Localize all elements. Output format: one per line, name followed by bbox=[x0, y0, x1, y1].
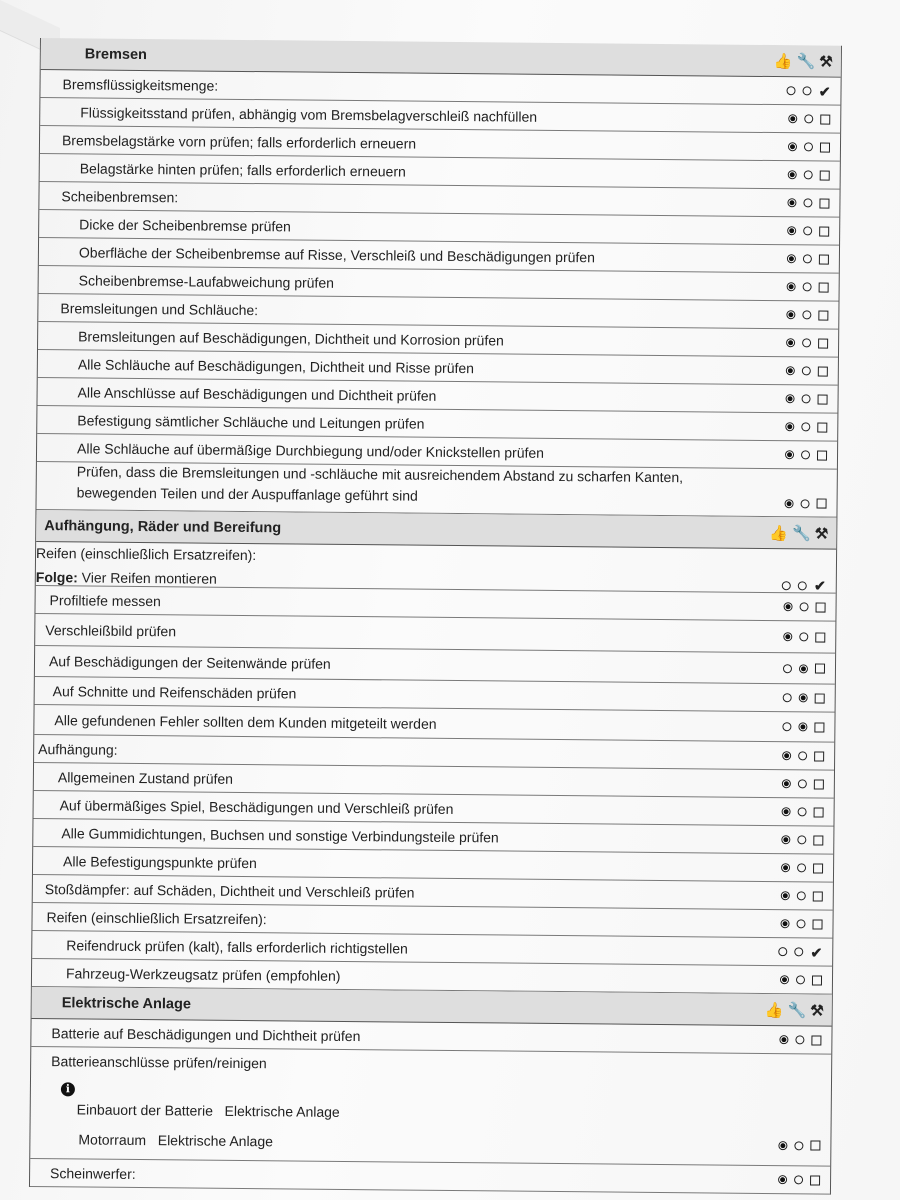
row-label: Batterieanschlüsse prüfen/reinigen bbox=[51, 1053, 267, 1072]
status-marks bbox=[739, 663, 835, 674]
filled-circle-icon bbox=[782, 751, 791, 760]
status-marks bbox=[743, 281, 839, 292]
filled-circle-icon bbox=[787, 226, 796, 235]
checkbox-icon bbox=[819, 226, 829, 236]
checkbox-icon bbox=[813, 863, 823, 873]
filled-circle-icon bbox=[786, 338, 795, 347]
row-label: Alle Befestigungspunkte prüfen bbox=[63, 852, 257, 871]
checkbox-icon bbox=[819, 282, 829, 292]
filled-circle-icon bbox=[786, 394, 795, 403]
row-label: Auf Schnitte und Reifenschäden prüfen bbox=[52, 682, 297, 701]
row-label: Alle Schläuche auf übermäßige Durchbiegung und/oder Knickstellen prüfen bbox=[76, 439, 545, 461]
checkbox-icon bbox=[818, 310, 828, 320]
filled-circle-icon bbox=[781, 863, 790, 872]
empty-circle-icon bbox=[782, 581, 791, 590]
filled-circle-icon bbox=[785, 450, 794, 459]
thumbs-up-icon: 👍 bbox=[769, 524, 789, 542]
row-label: Verschleißbild prüfen bbox=[45, 621, 177, 639]
row-label: Fahrzeug-Werkzeugsatz prüfen (empfohlen) bbox=[65, 964, 341, 984]
empty-circle-icon bbox=[804, 170, 813, 179]
checkmark-icon: ✔ bbox=[810, 943, 823, 961]
filled-circle-icon bbox=[786, 310, 795, 319]
empty-circle-icon bbox=[801, 422, 810, 431]
empty-circle-icon bbox=[782, 722, 791, 731]
filled-circle-icon bbox=[781, 891, 790, 900]
checkbox-icon bbox=[820, 114, 830, 124]
checkbox-icon bbox=[817, 450, 827, 460]
filled-circle-icon bbox=[788, 114, 797, 123]
filled-circle-icon bbox=[799, 693, 808, 702]
checkbox-icon bbox=[817, 422, 827, 432]
empty-circle-icon bbox=[787, 86, 796, 95]
row-label: Belagstärke hinten prüfen; falls erforderlich erneuern bbox=[79, 159, 406, 180]
row-label: Profiltiefe messen bbox=[49, 591, 161, 609]
empty-circle-icon bbox=[803, 86, 812, 95]
info-icon[interactable] bbox=[61, 1079, 75, 1096]
checkbox-icon bbox=[814, 779, 824, 789]
checkbox-icon bbox=[814, 807, 824, 817]
filled-circle-icon bbox=[798, 722, 807, 731]
filled-circle-icon bbox=[787, 254, 796, 263]
filled-circle-icon bbox=[788, 170, 797, 179]
status-marks bbox=[741, 498, 837, 511]
status-marks bbox=[738, 750, 834, 761]
tools-icon: ⚒ bbox=[810, 1001, 824, 1020]
status-marks bbox=[743, 225, 839, 236]
empty-circle-icon bbox=[798, 779, 807, 788]
folge-text bbox=[36, 569, 217, 587]
row-label: Bremsbelagstärke vorn prüfen; falls erforderlich erneuern bbox=[61, 131, 417, 152]
empty-circle-icon bbox=[803, 282, 812, 291]
row-label: Alle Schläuche auf Beschädigungen, Dichtheit und Risse prüfen bbox=[77, 355, 475, 376]
status-marks bbox=[743, 253, 839, 264]
filled-circle-icon bbox=[785, 499, 794, 508]
empty-circle-icon bbox=[803, 226, 812, 235]
status-marks bbox=[739, 692, 835, 703]
row-label: Reifen (einschließlich Ersatzreifen): bbox=[35, 544, 257, 564]
empty-circle-icon bbox=[797, 891, 806, 900]
row-label: Oberfläche der Scheibenbremse auf Risse, Verschleiß und Beschädigungen prüfen bbox=[78, 243, 595, 265]
row-label: Alle Gummidichtungen, Buchsen und sonstige Verbindungsteile prüfen bbox=[61, 824, 499, 845]
status-marks bbox=[744, 141, 840, 152]
status-marks bbox=[742, 309, 838, 320]
folge-label: Folge: bbox=[35, 568, 78, 586]
wrench-icon: 🔧 bbox=[787, 1001, 807, 1019]
status-marks bbox=[742, 393, 838, 404]
empty-circle-icon bbox=[798, 807, 807, 816]
filled-circle-icon bbox=[782, 807, 791, 816]
checkbox-icon bbox=[813, 835, 823, 845]
checkbox-icon bbox=[820, 170, 830, 180]
checkbox-icon bbox=[820, 142, 830, 152]
filled-circle-icon bbox=[783, 632, 792, 641]
checkbox-icon bbox=[818, 394, 828, 404]
empty-circle-icon bbox=[801, 499, 810, 508]
location-value: Elektrische Anlage bbox=[224, 1102, 340, 1120]
empty-circle-icon bbox=[804, 142, 813, 151]
row-label: Scheinwerfer: bbox=[50, 1164, 136, 1182]
status-marks bbox=[734, 1174, 830, 1185]
status-marks bbox=[738, 778, 834, 789]
checkbox-icon bbox=[812, 919, 822, 929]
checkbox-icon bbox=[816, 602, 826, 612]
status-marks bbox=[742, 337, 838, 348]
location-label: Motorraum bbox=[78, 1131, 147, 1149]
filled-circle-icon bbox=[782, 779, 791, 788]
empty-circle-icon bbox=[796, 919, 805, 928]
filled-circle-icon bbox=[778, 1175, 787, 1184]
filled-circle-icon bbox=[788, 142, 797, 151]
row-label: Scheibenbremse-Laufabweichung prüfen bbox=[78, 271, 335, 291]
checkbox-icon bbox=[817, 498, 827, 508]
row-label: Batterie auf Beschädigungen und Dichtheit prüfen bbox=[51, 1024, 361, 1044]
filled-circle-icon bbox=[780, 975, 789, 984]
battery-terminals-block bbox=[30, 1047, 831, 1167]
empty-circle-icon bbox=[783, 664, 792, 673]
empty-circle-icon bbox=[803, 254, 812, 263]
checkbox-icon bbox=[814, 751, 824, 761]
row-label: Prüfen, dass die Bremsleitungen und -schläuche mit ausreichendem Abstand zu scharfen Kanten, bewegenden Teilen und der Auspuffanlage geführt sind bbox=[76, 463, 684, 504]
empty-circle-icon bbox=[798, 581, 807, 590]
empty-circle-icon bbox=[802, 366, 811, 375]
status-marks bbox=[744, 82, 840, 100]
empty-circle-icon bbox=[794, 1175, 803, 1184]
status-marks bbox=[744, 113, 840, 124]
section-icons bbox=[769, 524, 836, 543]
location-link-engine[interactable] bbox=[78, 1131, 273, 1149]
section-title: Bremsen bbox=[84, 45, 147, 63]
row-label: Scheibenbremsen: bbox=[61, 187, 179, 205]
row-label: Auf übermäßiges Spiel, Beschädigungen und Verschleiß prüfen bbox=[59, 796, 454, 817]
row-label: Aufhängung: bbox=[38, 740, 118, 758]
location-label: Einbauort der Batterie bbox=[76, 1101, 213, 1119]
checkbox-icon bbox=[819, 198, 829, 208]
checklist-row bbox=[36, 462, 836, 518]
status-marks bbox=[740, 601, 836, 612]
status-marks bbox=[736, 974, 832, 985]
row-label: Bremsleitungen und Schläuche: bbox=[60, 299, 259, 318]
section-icons bbox=[765, 1001, 832, 1020]
row-label: Dicke der Scheibenbremse prüfen bbox=[79, 215, 291, 234]
status-marks bbox=[741, 421, 837, 432]
status-marks bbox=[735, 1034, 831, 1045]
row-label: Auf Beschädigungen der Seitenwände prüfen bbox=[48, 653, 331, 672]
status-marks bbox=[737, 890, 833, 901]
folge-value: Vier Reifen montieren bbox=[81, 569, 217, 587]
section-title: Elektrische Anlage bbox=[61, 994, 192, 1012]
section-title: Aufhängung, Räder und Bereifung bbox=[44, 517, 282, 536]
checklist-table bbox=[29, 38, 842, 1195]
wrench-icon: 🔧 bbox=[792, 524, 811, 542]
row-label: Befestigung sämtlicher Schläuche und Leitungen prüfen bbox=[77, 411, 425, 432]
checkbox-icon bbox=[815, 663, 825, 673]
info-icon-glyph: i bbox=[61, 1082, 75, 1096]
status-marks bbox=[741, 449, 837, 460]
status-marks bbox=[737, 862, 833, 873]
checkbox-icon bbox=[810, 1175, 820, 1185]
empty-circle-icon bbox=[802, 310, 811, 319]
status-marks bbox=[740, 577, 836, 594]
row-label: Allgemeinen Zustand prüfen bbox=[57, 768, 234, 787]
filled-circle-icon bbox=[779, 1035, 788, 1044]
filled-circle-icon bbox=[780, 919, 789, 928]
empty-circle-icon bbox=[799, 632, 808, 641]
row-label: Alle Anschlüsse auf Beschädigungen und Dichtheit prüfen bbox=[77, 383, 437, 404]
status-marks bbox=[744, 169, 840, 180]
checkmark-icon: ✔ bbox=[813, 577, 826, 594]
filled-circle-icon bbox=[781, 835, 790, 844]
empty-circle-icon bbox=[802, 338, 811, 347]
checkbox-icon bbox=[818, 338, 828, 348]
empty-circle-icon bbox=[778, 947, 787, 956]
filled-circle-icon bbox=[785, 422, 794, 431]
empty-circle-icon bbox=[783, 693, 792, 702]
filled-circle-icon bbox=[786, 366, 795, 375]
thumbs-up-icon: 👍 bbox=[764, 1001, 784, 1019]
status-marks bbox=[738, 806, 834, 817]
empty-circle-icon bbox=[804, 114, 813, 123]
checkbox-icon bbox=[810, 1140, 820, 1150]
empty-circle-icon bbox=[800, 602, 809, 611]
checkbox-icon bbox=[815, 693, 825, 703]
row-label: Reifen (einschließlich Ersatzreifen): bbox=[46, 908, 267, 927]
filled-circle-icon bbox=[799, 664, 808, 673]
empty-circle-icon bbox=[802, 394, 811, 403]
inspection-checklist-sheet bbox=[29, 38, 860, 1181]
empty-circle-icon bbox=[794, 947, 803, 956]
checklist-row bbox=[36, 542, 836, 594]
filled-circle-icon bbox=[787, 198, 796, 207]
status-marks bbox=[734, 1140, 830, 1151]
row-label: Alle gefundenen Fehler sollten dem Kunden mitgeteilt werden bbox=[54, 711, 437, 732]
tools-icon: ⚒ bbox=[819, 52, 833, 71]
row-label: Bremsleitungen auf Beschädigungen, Dichtheit und Korrosion prüfen bbox=[78, 327, 504, 348]
section-icons bbox=[774, 52, 841, 71]
checkbox-icon bbox=[814, 722, 824, 732]
wrench-icon: 🔧 bbox=[796, 52, 816, 70]
checkbox-icon bbox=[811, 1035, 821, 1045]
empty-circle-icon bbox=[803, 198, 812, 207]
checkbox-icon bbox=[818, 366, 828, 376]
status-marks bbox=[742, 365, 838, 376]
checklist-row-battery-terminals bbox=[30, 1047, 831, 1167]
status-marks bbox=[737, 834, 833, 845]
location-link-battery[interactable] bbox=[77, 1101, 340, 1120]
filled-circle-icon bbox=[787, 282, 796, 291]
checkbox-icon bbox=[813, 891, 823, 901]
status-marks bbox=[738, 721, 834, 732]
filled-circle-icon bbox=[778, 1141, 787, 1150]
empty-circle-icon bbox=[797, 863, 806, 872]
checkbox-icon bbox=[815, 632, 825, 642]
thumbs-up-icon: 👍 bbox=[773, 52, 793, 70]
row-label: Stoßdämpfer: auf Schäden, Dichtheit und Verschleiß prüfen bbox=[44, 880, 415, 901]
filled-circle-icon bbox=[784, 602, 793, 611]
status-marks bbox=[736, 918, 832, 929]
empty-circle-icon bbox=[794, 1141, 803, 1150]
tools-icon: ⚒ bbox=[814, 524, 829, 543]
empty-circle-icon bbox=[795, 1035, 804, 1044]
row-label: Bremsflüssigkeitsmenge: bbox=[62, 75, 219, 94]
status-marks bbox=[739, 631, 835, 642]
empty-circle-icon bbox=[797, 835, 806, 844]
checkbox-icon bbox=[819, 254, 829, 264]
status-marks bbox=[736, 943, 832, 961]
empty-circle-icon bbox=[798, 751, 807, 760]
row-label: Flüssigkeitsstand prüfen, abhängig vom Bremsbelagverschleiß nachfüllen bbox=[80, 103, 538, 125]
empty-circle-icon bbox=[801, 450, 810, 459]
status-marks bbox=[743, 197, 839, 208]
empty-circle-icon bbox=[796, 975, 805, 984]
location-value: Elektrische Anlage bbox=[157, 1132, 274, 1150]
checkbox-icon bbox=[812, 975, 822, 985]
row-label: Reifendruck prüfen (kalt), falls erforderlich richtigstellen bbox=[66, 936, 408, 957]
checkmark-icon: ✔ bbox=[818, 82, 831, 100]
